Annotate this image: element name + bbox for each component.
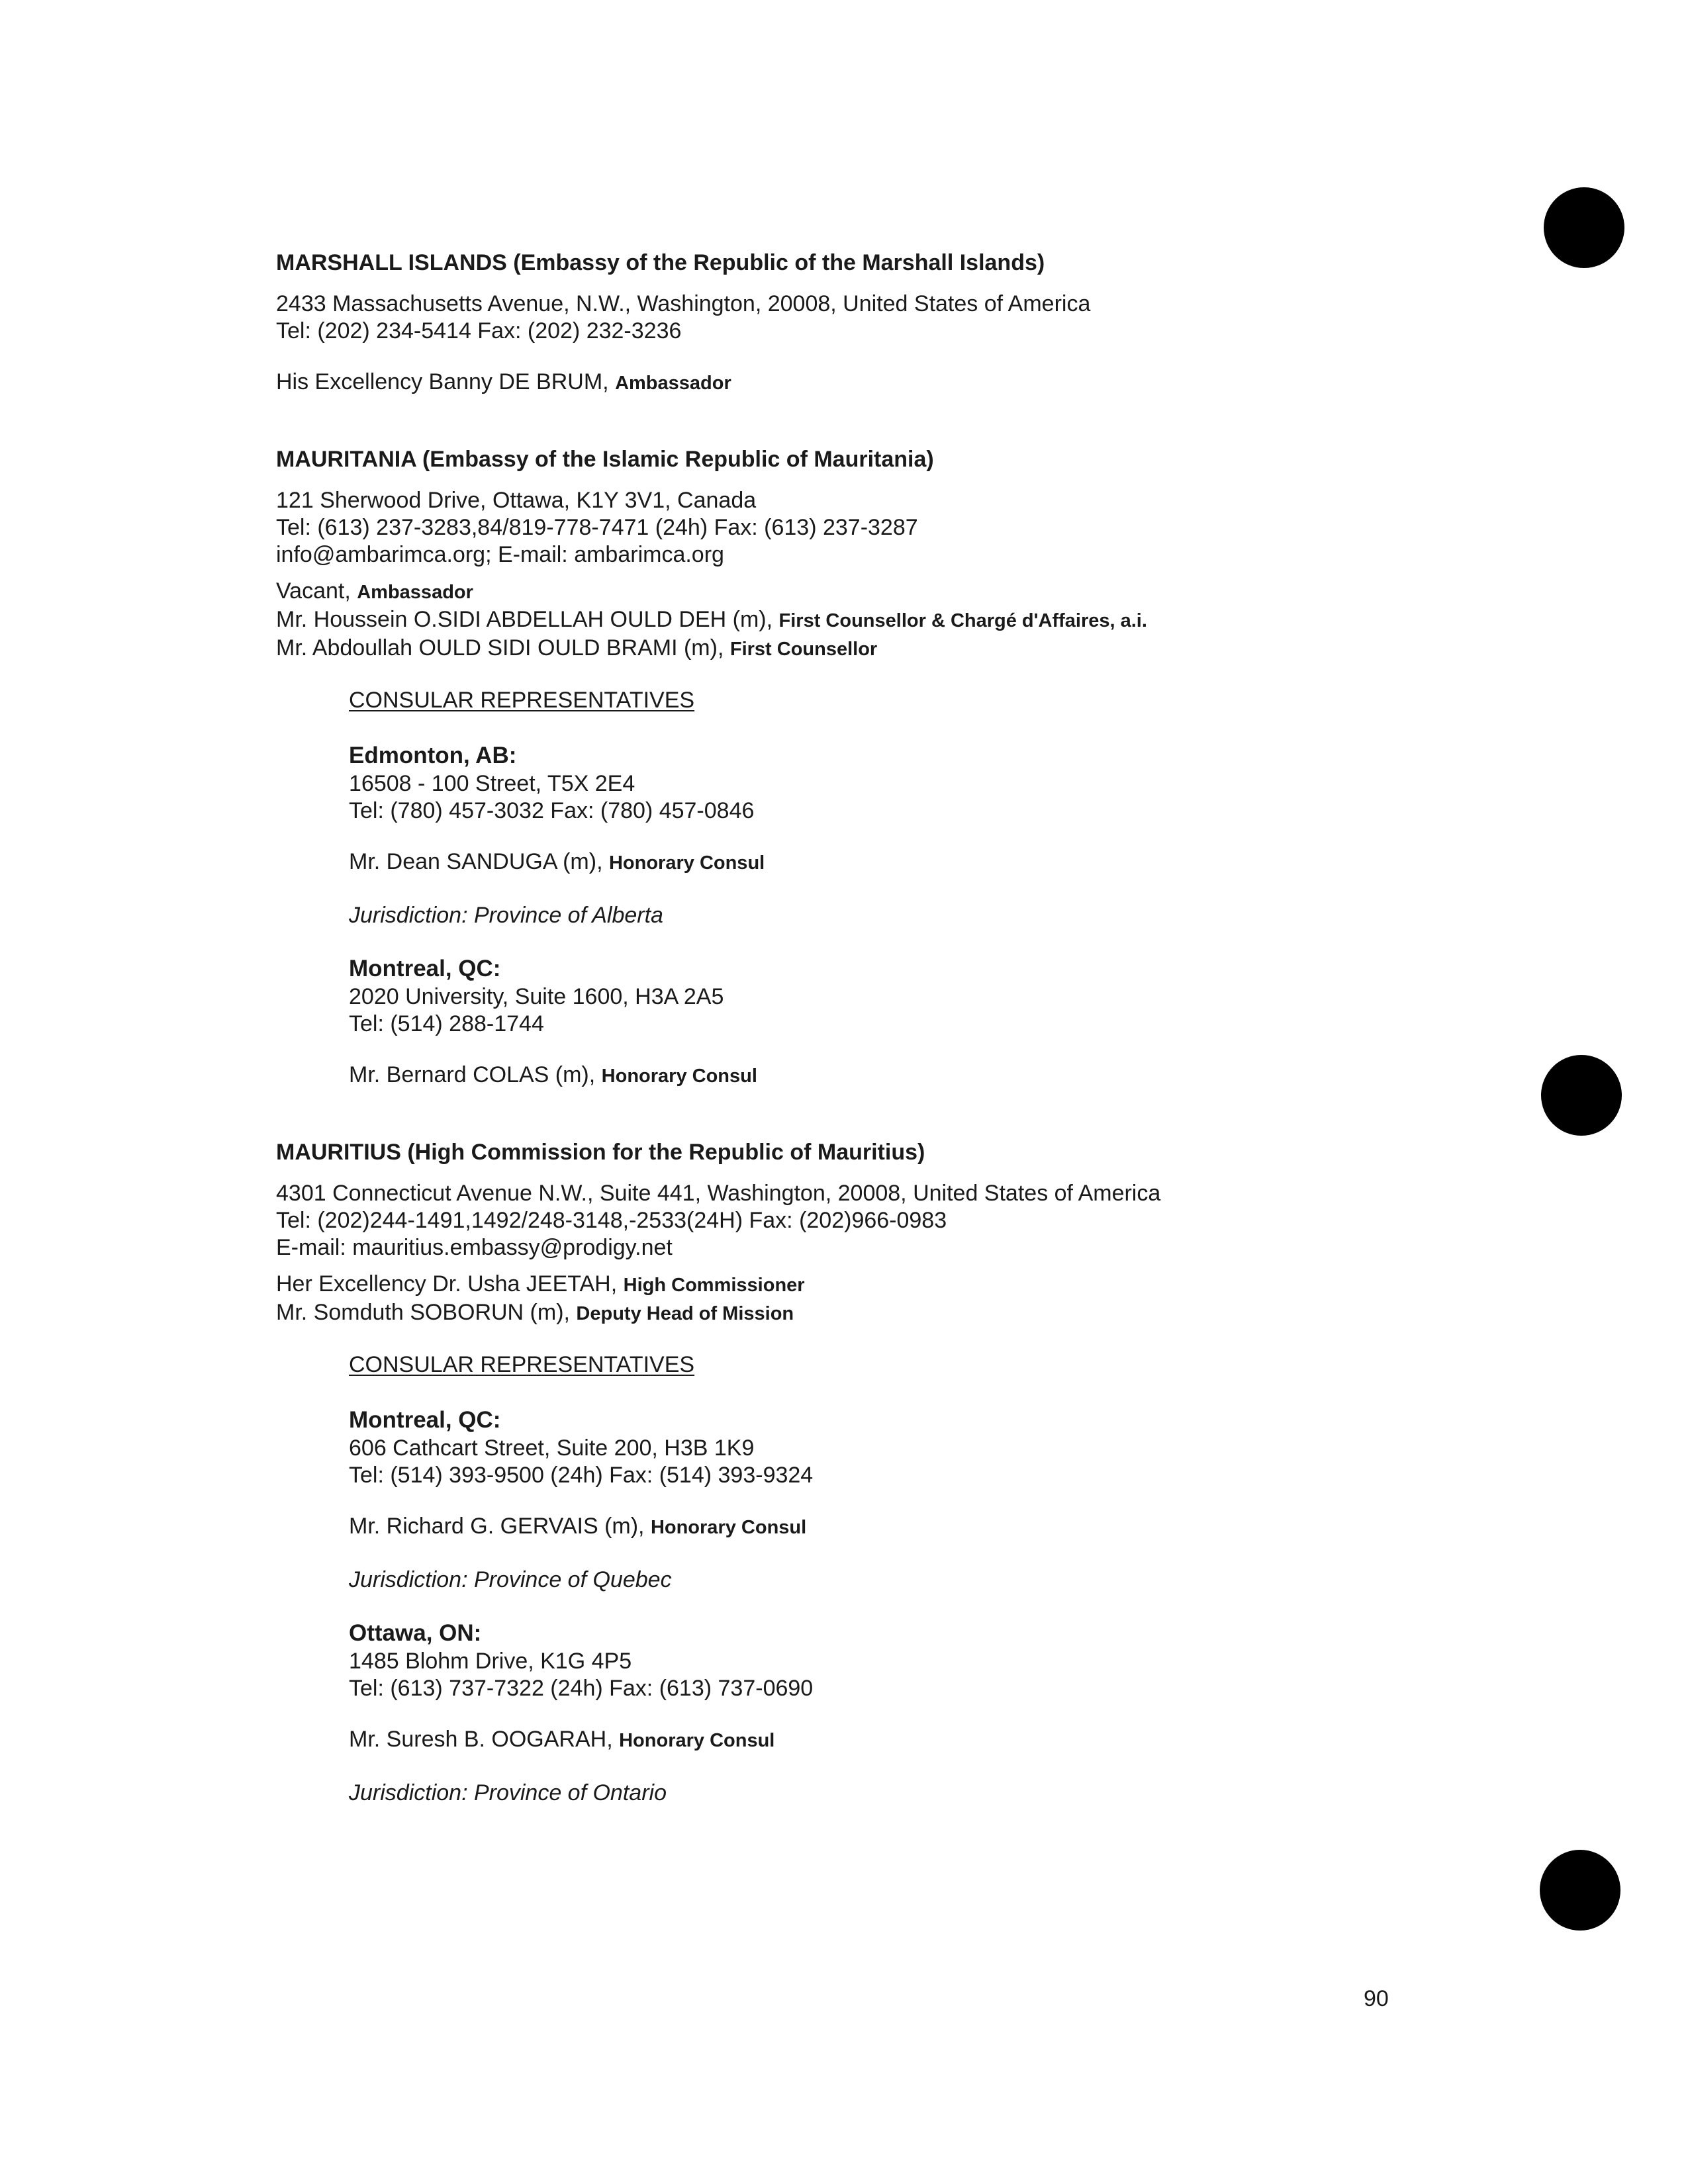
consul-name: Mr. Suresh B. OOGARAH, [349, 1727, 613, 1752]
phone-line: Tel: (613) 737-7322 (24h) Fax: (613) 737-0690 [349, 1676, 814, 1701]
address-line: 16508 - 100 Street, T5X 2E4 [349, 771, 635, 796]
consul-name: Mr. Bernard COLAS (m), [349, 1062, 596, 1087]
address-line: 2433 Massachusetts Avenue, N.W., Washington, 20008, United States of America [276, 291, 1091, 316]
consul-role: Honorary Consul [608, 852, 765, 874]
address-line: 2020 University, Suite 1600, H3A 2A5 [349, 984, 724, 1009]
country-heading: MAURITIUS (High Commission for the Republic of Mauritius) [276, 1140, 925, 1165]
staff-line [276, 635, 1534, 663]
phone-line: Tel: (514) 393-9500 (24h) Fax: (514) 393-9324 [349, 1463, 814, 1488]
consulate-city: Edmonton, AB: [349, 743, 517, 768]
consulate-city: Ottawa, ON: [349, 1620, 482, 1646]
punch-hole-bottom [1540, 1850, 1620, 1931]
staff-line [276, 578, 1534, 606]
phone-line: Tel: (613) 237-3283,84/819-778-7471 (24h) Fax: (613) 237-3287 [276, 515, 918, 540]
directory-content [276, 248, 1534, 1807]
staff-name: Mr. Somduth SOBORUN (m), [276, 1300, 570, 1325]
staff-role: High Commissioner [623, 1275, 805, 1296]
staff-line [276, 1299, 1534, 1328]
address-line: 4301 Connecticut Avenue N.W., Suite 441, Washington, 20008, United States of America [276, 1181, 1161, 1206]
consul-name: Mr. Richard G. GERVAIS (m), [349, 1514, 645, 1539]
consul-role: Honorary Consul [619, 1730, 775, 1751]
staff-line [276, 606, 1534, 635]
consular-heading: CONSULAR REPRESENTATIVES [349, 1352, 695, 1377]
phone-line: Tel: (202) 234-5414 Fax: (202) 232-3236 [276, 318, 682, 343]
consular-section [349, 1350, 1534, 1807]
email-line: E-mail: mauritius.embassy@prodigy.net [276, 1235, 673, 1260]
staff-role: Deputy Head of Mission [576, 1303, 794, 1324]
jurisdiction: Jurisdiction: Province of Ontario [349, 1780, 667, 1805]
consul-role: Honorary Consul [601, 1066, 757, 1087]
staff-role: Ambassador [615, 373, 731, 394]
consul-name: Mr. Dean SANDUGA (m), [349, 849, 603, 874]
consul-role: Honorary Consul [650, 1517, 807, 1538]
staff-name: Mr. Houssein O.SIDI ABDELLAH OULD DEH (m), [276, 607, 773, 632]
staff-name: Mr. Abdoullah OULD SIDI OULD BRAMI (m), [276, 635, 724, 660]
punch-hole-middle [1541, 1055, 1622, 1136]
jurisdiction: Jurisdiction: Province of Quebec [349, 1567, 672, 1592]
punch-hole-top [1544, 187, 1624, 268]
entry-mauritania [276, 445, 1534, 1090]
entry-marshall-islands [276, 248, 1534, 397]
staff-name: His Excellency Banny DE BRUM, [276, 369, 609, 394]
consular-section [349, 686, 1534, 1090]
staff-name: Her Excellency Dr. Usha JEETAH, [276, 1271, 618, 1297]
staff-role: First Counsellor & Chargé d'Affaires, a.i. [778, 610, 1147, 631]
staff-role: First Counsellor [729, 639, 878, 660]
phone-line: Tel: (780) 457-3032 Fax: (780) 457-0846 [349, 798, 755, 823]
page-number: 90 [1364, 1986, 1389, 2011]
entry-mauritius [276, 1138, 1534, 1807]
consulate-city: Montreal, QC: [349, 1407, 501, 1433]
consul-line [349, 1513, 1534, 1541]
phone-line: Tel: (202)244-1491,1492/248-3148,-2533(24H) Fax: (202)966-0983 [276, 1208, 947, 1233]
consul-line [349, 848, 1534, 877]
staff-name: Vacant, [276, 578, 351, 604]
consul-line [349, 1062, 1534, 1090]
consulate-city: Montreal, QC: [349, 956, 501, 981]
consular-heading: CONSULAR REPRESENTATIVES [349, 688, 695, 713]
consul-line [349, 1726, 1534, 1754]
address-line: 121 Sherwood Drive, Ottawa, K1Y 3V1, Canada [276, 488, 757, 513]
staff-line [276, 1271, 1534, 1299]
email-line: info@ambarimca.org; E-mail: ambarimca.org [276, 542, 724, 567]
phone-line: Tel: (514) 288-1744 [349, 1011, 544, 1036]
jurisdiction: Jurisdiction: Province of Alberta [349, 903, 663, 928]
staff-role: Ambassador [357, 582, 473, 603]
country-heading: MAURITANIA (Embassy of the Islamic Republic of Mauritania) [276, 447, 934, 472]
address-line: 606 Cathcart Street, Suite 200, H3B 1K9 [349, 1435, 755, 1461]
country-heading: MARSHALL ISLANDS (Embassy of the Republic of the Marshall Islands) [276, 250, 1045, 275]
address-line: 1485 Blohm Drive, K1G 4P5 [349, 1649, 632, 1674]
staff-line [276, 369, 1534, 397]
